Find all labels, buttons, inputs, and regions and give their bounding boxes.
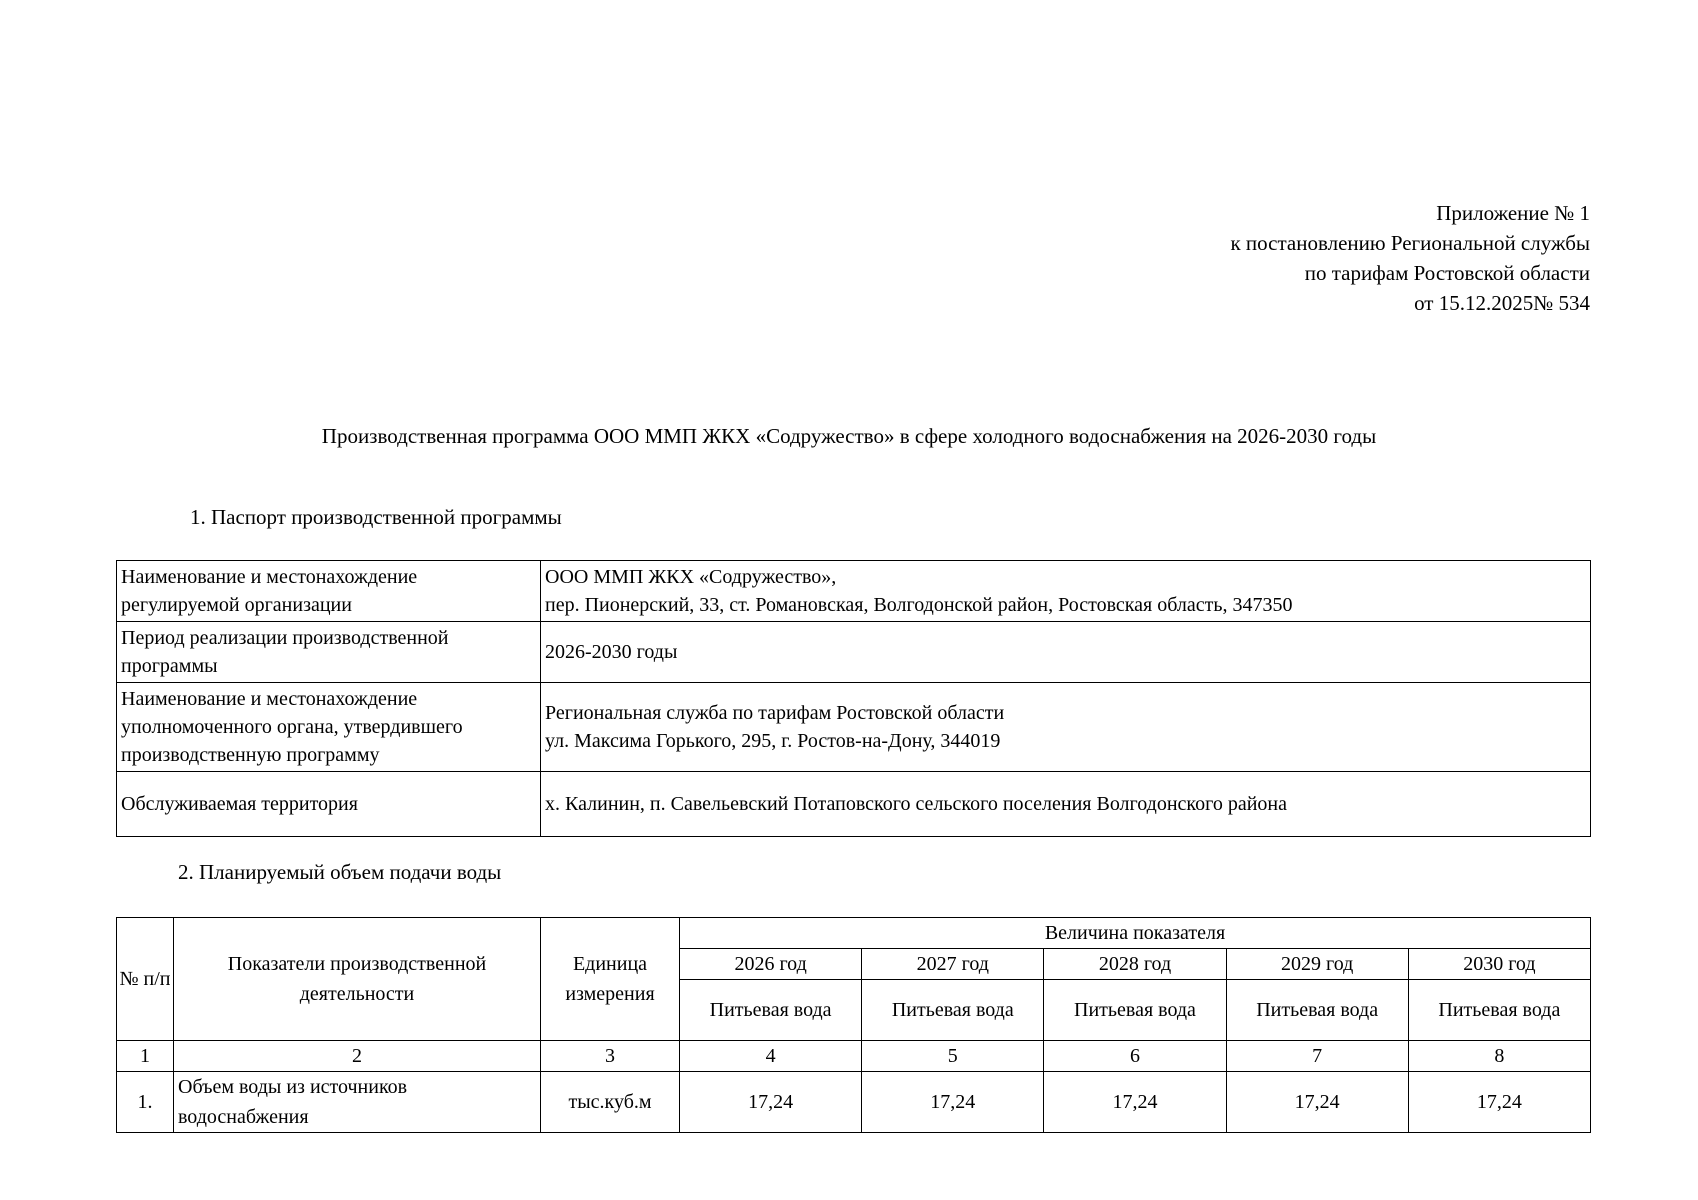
passport-value	[541, 561, 1591, 622]
row-indicator: Объем воды из источников водоснабжения	[174, 1072, 541, 1133]
header-indicator: Показатели производственной деятельности	[174, 918, 541, 1041]
table-row	[117, 1072, 1591, 1133]
header-water-type: Питьевая вода	[1226, 980, 1408, 1041]
document-title: Производственная программа ООО ММП ЖКХ «Содружество» в сфере холодного водоснабжения на 2026-2030 годы	[321, 424, 1377, 448]
appendix-line-2: к постановлению Региональной службы	[1230, 231, 1590, 255]
header-water-type: Питьевая вода	[1408, 980, 1590, 1041]
row-value: 17,24	[862, 1072, 1044, 1133]
row-value: 17,24	[680, 1072, 862, 1133]
passport-label: Период реализации производственной программы	[117, 622, 541, 683]
section-1-heading: 1. Паспорт производственной программы	[190, 505, 562, 529]
header-water-type: Питьевая вода	[862, 980, 1044, 1041]
row-value: 17,24	[1044, 1072, 1226, 1133]
water-volume-table	[116, 917, 1591, 1133]
column-number: 7	[1226, 1041, 1408, 1072]
section-2-heading: 2. Планируемый объем подачи воды	[178, 860, 502, 884]
column-number: 5	[862, 1041, 1044, 1072]
passport-value	[541, 772, 1591, 837]
appendix-line-4: от 15.12.2025№ 534	[1414, 291, 1590, 315]
passport-value-line: Региональная служба по тарифам Ростовской области	[545, 702, 1005, 724]
header-year: 2026 год	[680, 949, 862, 980]
passport-value-line: ул. Максима Горького, 295, г. Ростов-на-Дону, 344019	[545, 730, 1001, 752]
table-row	[117, 561, 1591, 622]
header-year: 2028 год	[1044, 949, 1226, 980]
table-row	[117, 622, 1591, 683]
table-row	[117, 683, 1591, 772]
header-num: № п/п	[117, 918, 174, 1041]
column-numbers-row	[117, 1041, 1591, 1072]
header-value-group: Величина показателя	[680, 918, 1591, 949]
column-number: 2	[174, 1041, 541, 1072]
header-row	[117, 918, 1591, 949]
passport-value	[541, 622, 1591, 683]
column-number: 1	[117, 1041, 174, 1072]
column-number: 8	[1408, 1041, 1590, 1072]
row-number: 1.	[117, 1072, 174, 1133]
appendix-line-1: Приложение № 1	[1436, 201, 1590, 225]
passport-value-line: 2026-2030 годы	[545, 641, 678, 663]
passport-value-line: ООО ММП ЖКХ «Содружество»,	[545, 566, 837, 588]
header-year: 2029 год	[1226, 949, 1408, 980]
appendix-header	[1230, 198, 1590, 318]
header-year: 2027 год	[862, 949, 1044, 980]
column-number: 6	[1044, 1041, 1226, 1072]
column-number: 4	[680, 1041, 862, 1072]
header-water-type: Питьевая вода	[1044, 980, 1226, 1041]
appendix-line-3: по тарифам Ростовской области	[1304, 261, 1590, 285]
passport-table	[116, 560, 1591, 837]
passport-value	[541, 683, 1591, 772]
row-value: 17,24	[1408, 1072, 1590, 1133]
header-year: 2030 год	[1408, 949, 1590, 980]
passport-value-line: х. Калинин, п. Савельевский Потаповского сельского поселения Волгодонского района	[545, 793, 1287, 815]
table-row	[117, 772, 1591, 837]
row-unit: тыс.куб.м	[541, 1072, 680, 1133]
row-value: 17,24	[1226, 1072, 1408, 1133]
header-water-type: Питьевая вода	[680, 980, 862, 1041]
header-unit: Единица измерения	[541, 918, 680, 1041]
passport-label: Обслуживаемая территория	[117, 772, 541, 837]
column-number: 3	[541, 1041, 680, 1072]
passport-value-line: пер. Пионерский, 33, ст. Романовская, Волгодонской район, Ростовская область, 347350	[545, 594, 1293, 616]
passport-label: Наименование и местонахождение уполномоченного органа, утвердившего производственную программу	[117, 683, 541, 772]
passport-label: Наименование и местонахождение регулируемой организации	[117, 561, 541, 622]
